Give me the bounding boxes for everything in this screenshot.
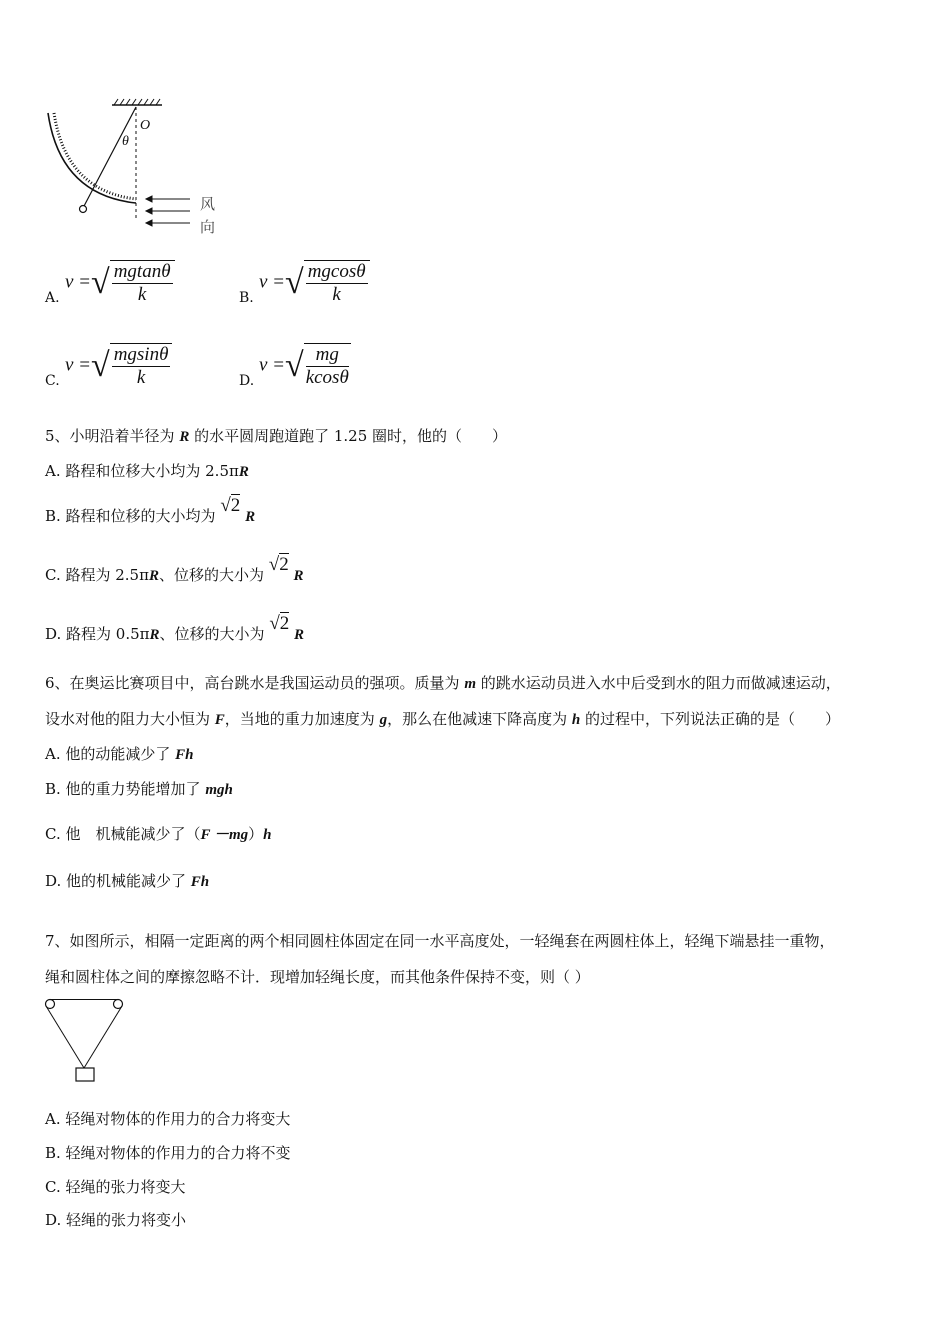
sqrt-icon: √	[220, 495, 231, 516]
q5-option-d[interactable]: D. 路程为 0.5πR、位移的大小为 √2 R	[45, 613, 305, 643]
q6-option-c[interactable]: C. 他 机械能减少了（F －mg）h	[45, 825, 272, 843]
formula-numerator: mgsinθ	[113, 344, 169, 365]
formula-denominator: kcosθ	[305, 367, 349, 388]
label-wind-1: 风	[200, 195, 216, 213]
formula-lhs: v =	[259, 354, 286, 376]
option-letter: C.	[45, 373, 60, 389]
formula-lhs: v =	[259, 271, 286, 293]
q7-option-d[interactable]: D. 轻绳的张力将变小	[45, 1211, 187, 1229]
formula-denominator: k	[137, 284, 147, 305]
rope-cylinder-figure	[42, 996, 132, 1086]
label-O: O	[140, 118, 151, 133]
sqrt-icon: √	[91, 264, 110, 301]
q6-stem-line2: 设水对他的阻力大小恒为 F，当地的重力加速度为 g，那么在他减速下降高度为 h 的过程中，下列说法正确的是（ ）	[45, 710, 840, 728]
q7-option-c[interactable]: C. 轻绳的张力将变大	[45, 1178, 186, 1196]
q7-option-b[interactable]: B. 轻绳对物体的作用力的合力将不变	[45, 1144, 291, 1162]
q7-stem-line2: 绳和圆柱体之间的摩擦忽略不计．现增加轻绳长度，而其他条件保持不变，则（ ）	[45, 968, 590, 986]
q7-option-a[interactable]: A. 轻绳对物体的作用力的合力将变大	[45, 1110, 291, 1128]
formula-denominator: k	[136, 367, 146, 388]
formula-numerator: mgtanθ	[113, 261, 171, 282]
formula-denominator: k	[332, 284, 341, 305]
q5-option-b[interactable]: B. 路程和位移的大小均为 √2 R	[45, 495, 256, 525]
sqrt-icon: √	[285, 264, 304, 301]
option-letter: D.	[239, 373, 255, 389]
option-letter: B.	[239, 290, 254, 306]
formula-numerator: mg	[306, 344, 349, 367]
sqrt-icon: √	[91, 347, 110, 384]
q5-option-c[interactable]: C. 路程为 2.5πR、位移的大小为 √2 R	[45, 554, 304, 584]
formula-lhs: v =	[65, 271, 92, 293]
sqrt-icon: √	[269, 613, 280, 634]
label-wind-2: 向	[200, 218, 216, 236]
sqrt-icon: √	[268, 554, 280, 575]
sqrt-icon: √	[285, 347, 304, 384]
q5-option-a[interactable]: A. 路程和位移大小均为 2.5πR	[45, 462, 249, 480]
option-letter: A.	[45, 290, 60, 306]
q6-option-b[interactable]: B. 他的重力势能增加了 mgh	[45, 780, 233, 798]
q5-stem: 5、小明沿着半径为 R 的水平圆周跑道跑了 1.25 圈时，他的（ ）	[45, 427, 508, 445]
formula-numerator: mgcosθ	[307, 261, 366, 282]
q6-option-a[interactable]: A. 他的动能减少了 Fh	[45, 745, 194, 763]
formula-lhs: v =	[65, 354, 92, 376]
label-theta: θ	[122, 134, 129, 149]
q6-stem-line1: 6、在奥运比赛项目中，高台跳水是我国运动员的强项。质量为 m 的跳水运动员进入水中后受到水的阻力而做减速运动，	[45, 674, 841, 692]
q6-option-d[interactable]: D. 他的机械能减少了 Fh	[45, 872, 210, 890]
q7-stem-line1: 7、如图所示，相隔一定距离的两个相同圆柱体固定在同一水平高度处，一轻绳套在两圆柱体上，轻绳下端悬挂一重物，	[45, 932, 835, 950]
